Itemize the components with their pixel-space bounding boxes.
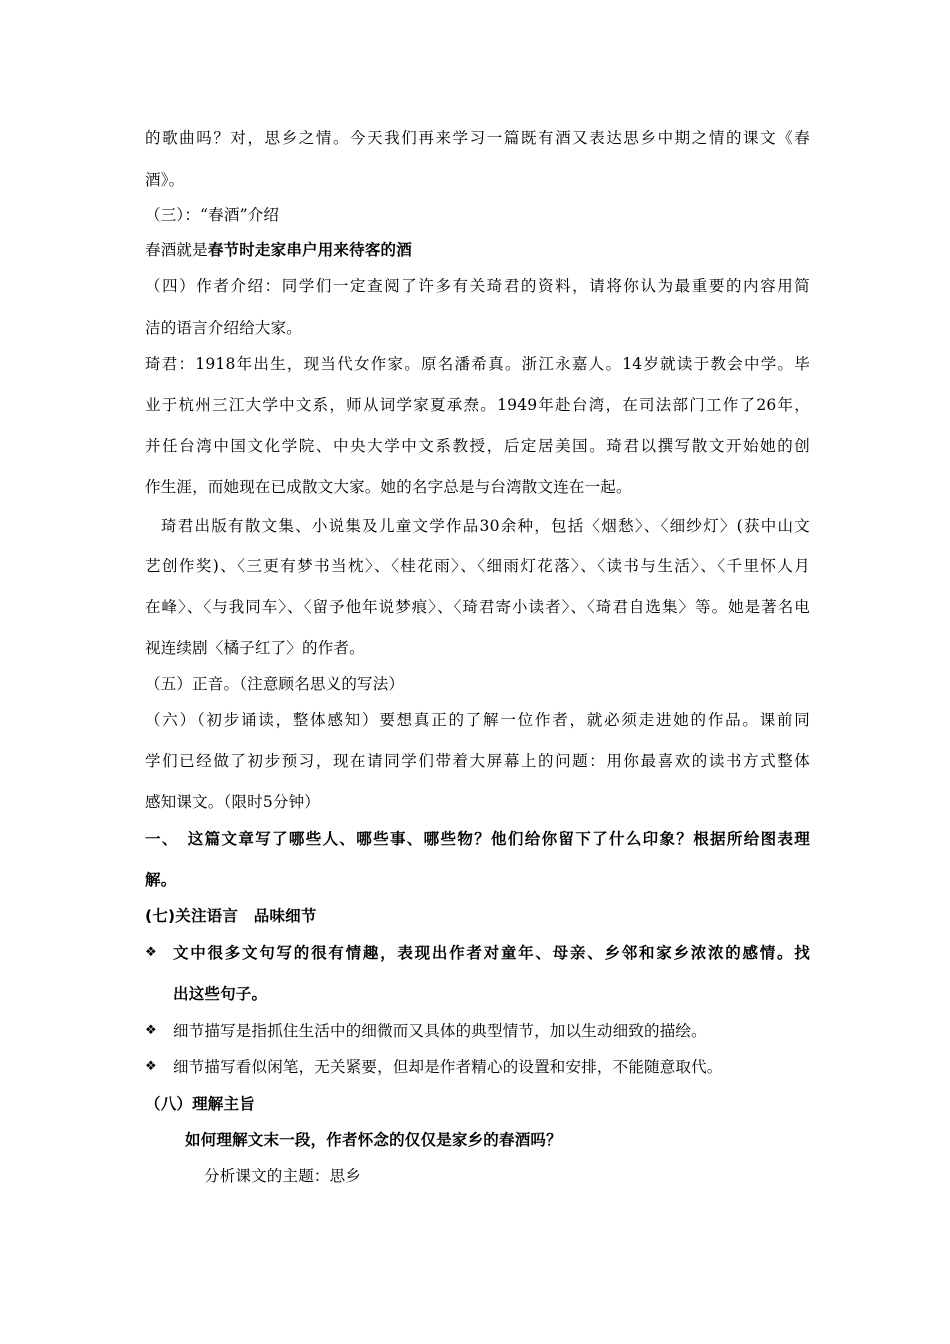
text-line: 解。: [145, 870, 177, 889]
text-line: [145, 240, 412, 260]
bullet-icon: ❖: [145, 1059, 157, 1074]
bullet-icon: ❖: [145, 1023, 157, 1038]
text-line: 琦君出版有散文集、小说集及儿童文学作品30余种，包括〈烟愁〉、〈细纱灯〉(获中山文: [161, 517, 810, 535]
section-heading-4: （四）作者介绍：同学们一定查阅了许多有关琦君的资料，请将你认为最重要的内容用简: [145, 277, 810, 295]
text-line: 作生涯，而她现在已成散文大家。她的名字总是与台湾散文连在一起。: [145, 478, 632, 496]
text-line: 业于杭州三江大学中文系，师从词学家夏承焘。1949年赴台湾，在司法部门工作了26年，: [145, 396, 810, 414]
bold-span: 春节时走家串户用来待客的酒: [207, 240, 412, 259]
bullet-item: 文中很多文句写的很有情趣，表现出作者对童年、母亲、乡邻和家乡浓浓的感情。找: [173, 943, 810, 962]
text-line: 酒》。: [145, 171, 185, 189]
text-line: 感知课文。（限时5分钟）: [145, 793, 321, 811]
question-one: 一、 这篇文章写了哪些人、哪些事、哪些物？他们给你留下了什么印象？根据所给图表理: [145, 829, 810, 848]
text-line: 如何理解文末一段，作者怀念的仅仅是家乡的春酒吗？: [185, 1130, 562, 1149]
text-span: 春酒就是: [145, 241, 208, 259]
text-line: 洁的语言介绍给大家。: [145, 319, 303, 337]
bullet-item: 细节描写是指抓住生活中的细微而又具体的典型情节，加以生动细致的描绘。: [173, 1022, 707, 1040]
text-line: 艺创作奖)、〈三更有梦书当枕〉、〈桂花雨〉、〈细雨灯花落〉、〈读书与生活〉、〈千里怀人月: [145, 557, 810, 575]
text-line: 并任台湾中国文化学院、中央大学中文系教授，后定居美国。琦君以撰写散文开始她的创: [145, 437, 810, 455]
bullet-icon: ❖: [145, 945, 157, 960]
section-heading-8: （八）理解主旨: [145, 1094, 255, 1113]
section-heading-7: (七)关注语言 品味细节: [145, 907, 317, 925]
bullet-item: 细节描写看似闲笔，无关紧要，但却是作者精心的设置和安排，不能随意取代。: [173, 1058, 723, 1076]
text-line: 视连续剧〈橘子红了〉的作者。: [145, 639, 365, 657]
text-line: 琦君：1918年出生，现当代女作家。原名潘希真。浙江永嘉人。14岁就读于教会中学。毕: [145, 355, 810, 373]
section-heading-6: （六）（初步诵读，整体感知）要想真正的了解一位作者，就必须走进她的作品。课前同: [145, 711, 810, 729]
section-heading-5: （五）正音。（注意顾名思义的写法）: [145, 675, 405, 693]
text-line: 分析课文的主题：思乡: [204, 1167, 362, 1185]
text-line: 出这些句子。: [173, 984, 268, 1003]
text-line: 学们已经做了初步预习，现在请同学们带着大屏幕上的问题：用你最喜欢的读书方式整体: [145, 752, 810, 770]
section-heading-3: （三）：“春酒”介绍: [145, 206, 280, 224]
text-line: 的歌曲吗？对，思乡之情。今天我们再来学习一篇既有酒又表达思乡中期之情的课文《春: [145, 129, 810, 147]
text-line: 在峰〉、〈与我同车〉、〈留予他年说梦痕〉、〈琦君寄小读者〉、〈琦君自选集〉等。她是著名电: [145, 598, 810, 616]
